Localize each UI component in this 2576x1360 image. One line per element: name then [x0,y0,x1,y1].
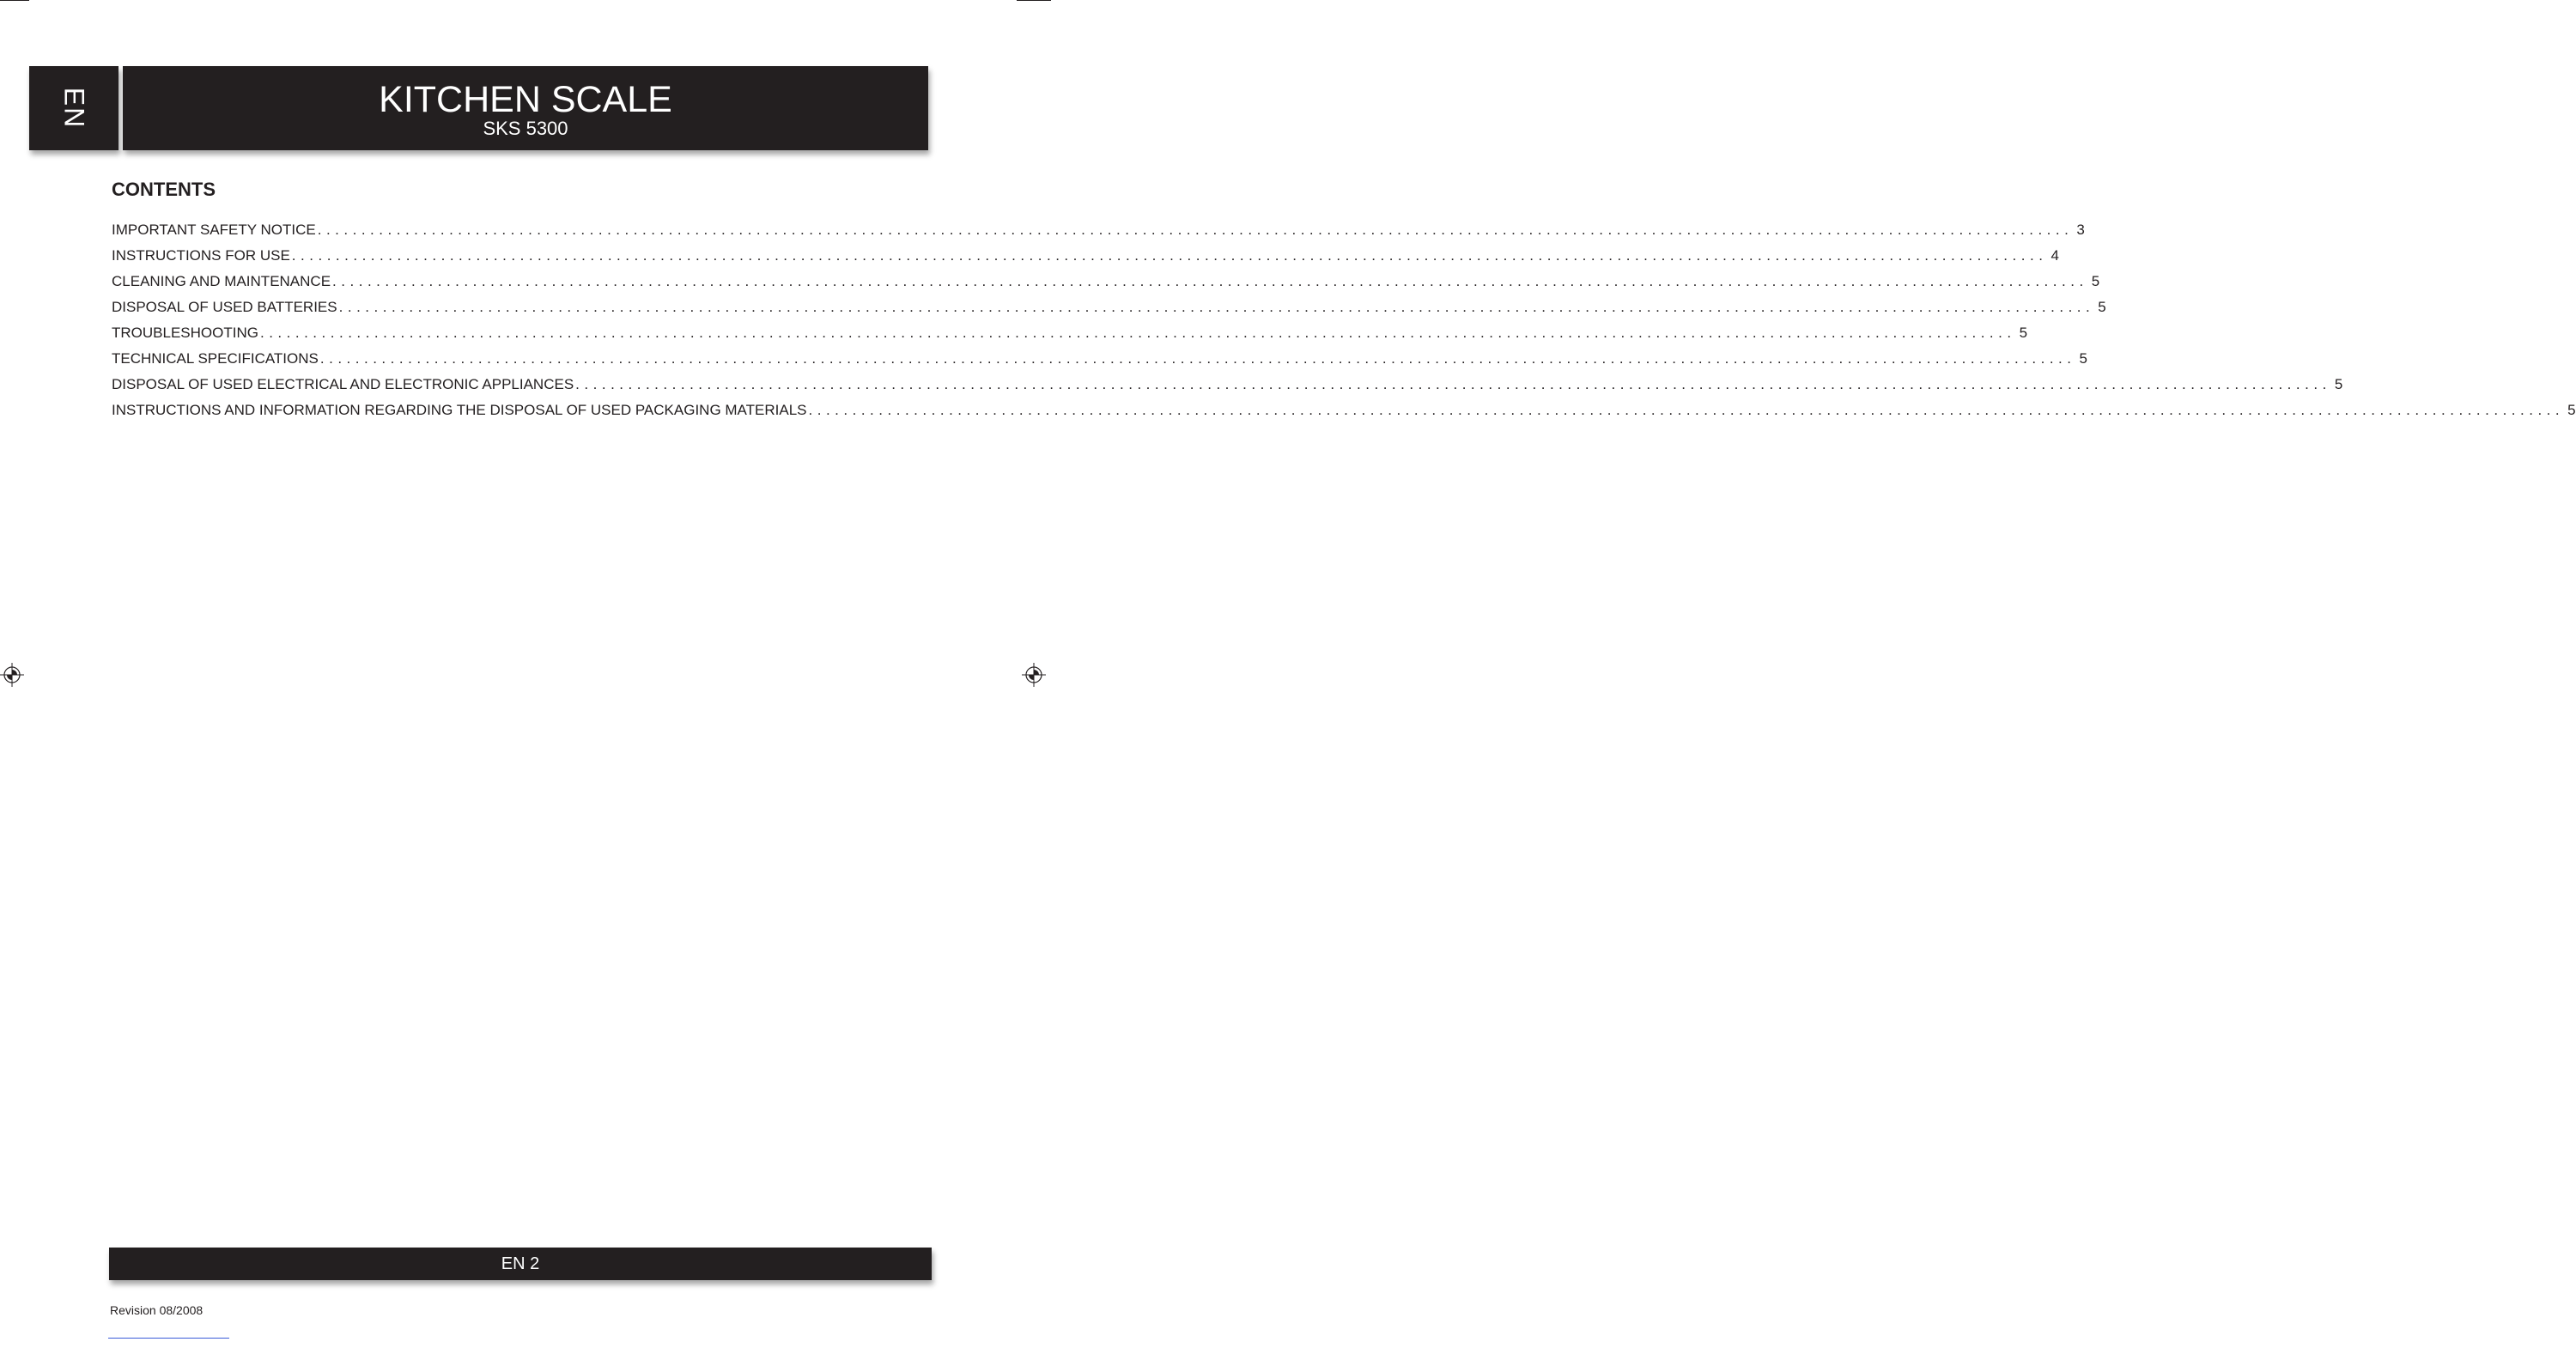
dot-leader: ........................................................................................................................................................................................................ [808,402,2565,418]
toc-entry-page: 4 [2050,247,2059,264]
link-underline [108,1338,229,1339]
revision-note: Revision 08/2008 [110,1303,204,1317]
toc-entry-label: DISPOSAL OF USED BATTERIES [112,299,337,315]
dot-leader: ........................................................................................................................................................................................................ [291,247,2048,264]
toc-entry[interactable] [112,399,2576,425]
toc-entry-label: TECHNICAL SPECIFICATIONS [112,350,319,367]
contents-heading: CONTENTS [112,179,216,200]
toc-entry-label: DISPOSAL OF USED ELECTRICAL AND ELECTRONIC APPLIANCES [112,376,574,392]
toc-entry-label: TROUBLESHOOTING [112,325,258,341]
toc-entry-page: 5 [2091,273,2100,289]
model-number: SKS 5300 [483,118,568,139]
toc-entry-label: INSTRUCTIONS AND INFORMATION REGARDING THE DISPOSAL OF USED PACKAGING MATERIALS [112,402,807,418]
dot-leader: ........................................................................................................................................................................................................ [259,325,2016,341]
crop-mark-top-right [1017,0,1051,1]
toc-entry[interactable] [112,296,2106,322]
toc-entry-label: CLEANING AND MAINTENANCE [112,273,331,289]
toc-entry-page: 5 [2567,402,2576,418]
dot-leader: ........................................................................................................................................................................................................ [338,299,2095,315]
toc-entry[interactable] [112,270,2100,296]
title-bar [123,66,928,150]
toc-entry-label: IMPORTANT SAFETY NOTICE [112,222,316,238]
language-tab-label: EN [58,87,90,130]
dot-leader: ........................................................................................................................................................................................................ [332,273,2088,289]
toc-entry-page: 5 [2079,350,2087,367]
toc-entry-page: 3 [2076,222,2085,238]
toc-entry[interactable] [112,322,2028,348]
toc-entry-page: 5 [2334,376,2343,392]
toc-entry[interactable] [112,348,2087,373]
dot-leader: ........................................................................................................................................................................................................ [319,350,2076,367]
toc-entry-page: 5 [2098,299,2106,315]
toc-entry[interactable] [112,373,2343,399]
toc-entry[interactable] [112,245,2059,270]
dot-leader: ........................................................................................................................................................................................................ [575,376,2331,392]
toc-entry-page: 5 [2019,325,2028,341]
toc-entry[interactable] [112,219,2085,245]
language-tab [29,66,118,150]
table-of-contents [112,219,2576,425]
dot-leader: ........................................................................................................................................................................................................ [317,222,2074,238]
toc-entry-label: INSTRUCTIONS FOR USE [112,247,290,264]
page-number: EN 2 [501,1254,540,1273]
footer-bar [109,1248,932,1280]
registration-mark-icon [0,663,24,687]
crop-mark-top-left [0,0,29,1]
document-title: KITCHEN SCALE [379,79,672,120]
registration-mark-icon [1022,663,1046,687]
